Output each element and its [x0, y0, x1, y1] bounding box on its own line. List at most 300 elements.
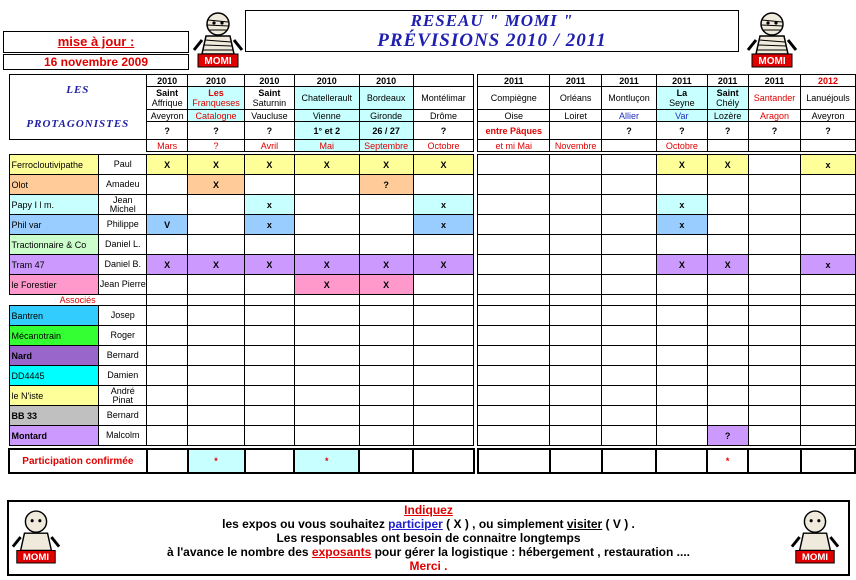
participation-mark[interactable]	[707, 386, 748, 406]
month-cell	[748, 140, 801, 152]
participation-mark[interactable]: x	[656, 215, 707, 235]
participation-mark[interactable]: X	[294, 155, 359, 175]
participation-mark[interactable]	[550, 326, 602, 346]
participation-mark[interactable]	[478, 195, 550, 215]
participation-mark[interactable]: X	[413, 255, 474, 275]
participation-mark[interactable]	[550, 426, 602, 446]
participation-mark[interactable]	[413, 386, 474, 406]
date-cell: entre Pâques	[478, 122, 550, 140]
month-cell: Septembre	[359, 140, 413, 152]
participation-mark[interactable]	[147, 175, 188, 195]
blank-cell	[245, 295, 295, 306]
members-row	[9, 155, 855, 175]
year-cell: 2011	[707, 75, 748, 87]
participation-mark[interactable]	[245, 235, 295, 255]
associates-first-name: André Pinat	[99, 386, 147, 406]
confirmed-star	[656, 449, 707, 473]
members-name: Olot	[9, 175, 99, 195]
participation-mark[interactable]	[188, 366, 245, 386]
confirmed-star: *	[294, 449, 359, 473]
participation-mark[interactable]	[478, 346, 550, 366]
month-cell: et mi Mai	[478, 140, 550, 152]
participation-mark[interactable]	[413, 366, 474, 386]
participation-mark[interactable]	[550, 386, 602, 406]
region-cell: Oise	[478, 110, 550, 122]
participation-mark[interactable]	[748, 306, 801, 326]
participation-mark[interactable]	[656, 235, 707, 255]
update-label: mise à jour :	[3, 31, 189, 53]
blank-cell	[359, 295, 413, 306]
blank-cell	[294, 295, 359, 306]
participation-mark[interactable]	[147, 386, 188, 406]
participation-mark[interactable]	[550, 235, 602, 255]
blank-cell	[748, 295, 801, 306]
confirmed-row	[9, 449, 855, 473]
svg-text:MOMI: MOMI	[22, 552, 50, 564]
protagonists-label-1: LES	[66, 84, 90, 96]
participation-mark[interactable]	[550, 175, 602, 195]
participation-mark[interactable]	[478, 366, 550, 386]
participation-mark[interactable]	[748, 215, 801, 235]
participation-mark[interactable]: X	[294, 255, 359, 275]
participation-mark[interactable]	[707, 306, 748, 326]
participation-mark[interactable]	[147, 195, 188, 215]
participation-mark[interactable]	[602, 155, 657, 175]
participation-mark[interactable]	[245, 326, 295, 346]
participation-mark[interactable]	[748, 426, 801, 446]
participation-mark[interactable]	[294, 326, 359, 346]
participation-mark[interactable]	[602, 306, 657, 326]
members-name: Phil var	[9, 215, 99, 235]
associates-row	[9, 426, 855, 446]
participation-mark[interactable]	[602, 366, 657, 386]
participation-mark[interactable]	[294, 366, 359, 386]
participation-mark[interactable]	[550, 406, 602, 426]
participation-mark[interactable]	[359, 326, 413, 346]
city-cell: Orléans	[550, 87, 602, 110]
participation-mark[interactable]	[801, 386, 855, 406]
participation-mark[interactable]	[707, 346, 748, 366]
mummy-logo-icon	[746, 10, 798, 72]
month-cell: Octobre	[413, 140, 474, 152]
members-name: Tram 47	[9, 255, 99, 275]
participation-mark[interactable]	[707, 195, 748, 215]
participation-mark[interactable]	[188, 386, 245, 406]
participation-mark[interactable]	[801, 306, 855, 326]
region-cell: Vaucluse	[245, 110, 295, 122]
participation-mark[interactable]	[656, 426, 707, 446]
participation-mark[interactable]: X	[656, 255, 707, 275]
participation-mark[interactable]: ?	[707, 426, 748, 446]
participation-mark[interactable]	[294, 195, 359, 215]
participation-mark[interactable]	[801, 426, 855, 446]
footer-notice	[7, 500, 850, 576]
participation-mark[interactable]	[188, 275, 245, 295]
associates-first-name: Bernard	[99, 346, 147, 366]
participation-mark[interactable]	[602, 406, 657, 426]
members-row	[9, 235, 855, 255]
participation-mark[interactable]	[294, 215, 359, 235]
year-cell: 2010	[147, 75, 188, 87]
members-row	[9, 195, 855, 215]
participation-mark[interactable]	[602, 175, 657, 195]
participation-mark[interactable]: X	[245, 255, 295, 275]
participation-mark[interactable]: X	[359, 275, 413, 295]
participation-mark[interactable]	[707, 215, 748, 235]
associates-row	[9, 306, 855, 326]
participation-mark[interactable]: X	[413, 155, 474, 175]
participation-mark[interactable]	[188, 195, 245, 215]
participation-mark[interactable]	[245, 386, 295, 406]
month-cell: Novembre	[550, 140, 602, 152]
month-cell	[602, 140, 657, 152]
members-first-name: Amadeu	[99, 175, 147, 195]
participation-mark[interactable]	[656, 306, 707, 326]
members-row	[9, 215, 855, 235]
year-cell: 2012	[801, 75, 855, 87]
associates-name: BB 33	[9, 406, 99, 426]
confirmed-star	[478, 449, 550, 473]
participation-mark[interactable]	[359, 426, 413, 446]
city-cell: Bordeaux	[359, 87, 413, 110]
region-cell: Gironde	[359, 110, 413, 122]
participation-mark[interactable]	[707, 235, 748, 255]
year-cell: 2010	[294, 75, 359, 87]
year-cell: 2011	[602, 75, 657, 87]
year-cell: 2011	[478, 75, 550, 87]
associates-row	[9, 386, 855, 406]
svg-text:MOMI: MOMI	[801, 552, 829, 564]
blank-cell	[707, 295, 748, 306]
participation-mark[interactable]	[748, 346, 801, 366]
participation-mark[interactable]	[656, 406, 707, 426]
participation-mark[interactable]	[413, 306, 474, 326]
participation-mark[interactable]	[359, 406, 413, 426]
participation-mark[interactable]	[656, 386, 707, 406]
participation-mark[interactable]	[656, 275, 707, 295]
date-cell: ?	[707, 122, 748, 140]
participation-mark[interactable]	[550, 195, 602, 215]
associates-row	[9, 366, 855, 386]
participation-mark[interactable]	[245, 366, 295, 386]
participation-mark[interactable]	[147, 366, 188, 386]
participation-mark[interactable]	[413, 426, 474, 446]
participation-mark[interactable]: X	[359, 255, 413, 275]
participation-mark[interactable]	[602, 235, 657, 255]
participation-mark[interactable]	[245, 306, 295, 326]
participation-mark[interactable]	[478, 255, 550, 275]
date-cell: ?	[147, 122, 188, 140]
participation-mark[interactable]	[801, 195, 855, 215]
city-cell: Compiègne	[478, 87, 550, 110]
participation-mark[interactable]	[294, 386, 359, 406]
participation-mark[interactable]: X	[359, 155, 413, 175]
momi-logo-right	[746, 10, 798, 72]
participation-mark[interactable]	[478, 326, 550, 346]
participation-mark[interactable]	[801, 346, 855, 366]
date-cell: ?	[656, 122, 707, 140]
participation-mark[interactable]	[801, 366, 855, 386]
associates-label-row	[9, 295, 855, 306]
participation-mark[interactable]	[478, 215, 550, 235]
participation-mark[interactable]	[147, 235, 188, 255]
participation-mark[interactable]	[294, 235, 359, 255]
participation-mark[interactable]	[294, 426, 359, 446]
footer-line2: les expos ou vous souhaitez participer ( X ) , ou simplement visiter ( V ) .	[222, 517, 635, 531]
date-cell: ?	[801, 122, 855, 140]
participation-mark[interactable]	[748, 386, 801, 406]
associates-name: Mécanotrain	[9, 326, 99, 346]
members-first-name: Jean Michel	[99, 195, 147, 215]
participation-mark[interactable]	[413, 346, 474, 366]
region-cell: Loiret	[550, 110, 602, 122]
participation-mark[interactable]	[748, 175, 801, 195]
region-cell: Catalogne	[188, 110, 245, 122]
participation-mark[interactable]	[656, 175, 707, 195]
participation-mark[interactable]	[413, 406, 474, 426]
participation-mark[interactable]: X	[147, 155, 188, 175]
participation-mark[interactable]: X	[707, 155, 748, 175]
confirmed-star	[245, 449, 295, 473]
participation-mark[interactable]	[478, 275, 550, 295]
members-name: Ferrocloutivipathe	[9, 155, 99, 175]
participation-mark[interactable]: x	[245, 195, 295, 215]
participation-mark[interactable]	[294, 346, 359, 366]
participation-mark[interactable]	[147, 306, 188, 326]
participation-mark[interactable]	[359, 215, 413, 235]
members-first-name: Jean Pierre	[99, 275, 147, 295]
participation-mark[interactable]	[748, 235, 801, 255]
city-cell: Les Franqueses	[188, 87, 245, 110]
members-name: le Forestier	[9, 275, 99, 295]
year-cell: 2010	[359, 75, 413, 87]
year-cell: 2011	[748, 75, 801, 87]
participation-mark[interactable]: x	[245, 215, 295, 235]
confirmed-label: Participation confirmée	[9, 449, 147, 473]
participation-mark[interactable]	[413, 326, 474, 346]
participation-mark[interactable]: x	[801, 155, 855, 175]
confirmed-star	[801, 449, 855, 473]
participation-mark[interactable]	[245, 406, 295, 426]
footer-line1: Indiquez	[404, 503, 453, 517]
city-cell: Saint Saturnin	[245, 87, 295, 110]
year-cell	[413, 75, 474, 87]
participation-mark[interactable]	[478, 155, 550, 175]
participation-mark[interactable]	[656, 346, 707, 366]
city-cell: Saint Affrique	[147, 87, 188, 110]
participation-mark[interactable]	[478, 306, 550, 326]
participation-mark[interactable]	[748, 406, 801, 426]
participation-mark[interactable]	[656, 326, 707, 346]
associates-name: DD4445	[9, 366, 99, 386]
participation-mark[interactable]	[602, 215, 657, 235]
participation-mark[interactable]	[602, 346, 657, 366]
city-cell: Lanuéjouls	[801, 87, 855, 110]
confirmed-star: *	[188, 449, 245, 473]
date-cell: 1° et 2	[294, 122, 359, 140]
confirmed-star	[602, 449, 657, 473]
associates-name: Nard	[9, 346, 99, 366]
blank-cell	[9, 140, 147, 152]
participation-mark[interactable]	[294, 175, 359, 195]
participation-mark[interactable]	[707, 406, 748, 426]
participation-mark[interactable]	[602, 255, 657, 275]
participation-mark[interactable]	[550, 155, 602, 175]
participation-mark[interactable]	[602, 275, 657, 295]
participation-mark[interactable]	[801, 215, 855, 235]
participation-mark[interactable]	[602, 426, 657, 446]
participation-mark[interactable]	[359, 366, 413, 386]
protagonists-label-2: PROTAGONISTES	[26, 118, 130, 130]
participation-mark[interactable]	[550, 255, 602, 275]
participation-mark[interactable]	[188, 406, 245, 426]
participation-mark[interactable]	[748, 195, 801, 215]
associates-first-name: Roger	[99, 326, 147, 346]
participation-mark[interactable]	[359, 346, 413, 366]
participation-mark[interactable]	[550, 346, 602, 366]
participation-mark[interactable]	[188, 346, 245, 366]
participation-mark[interactable]	[413, 175, 474, 195]
participation-mark[interactable]	[359, 306, 413, 326]
participation-mark[interactable]: x	[801, 255, 855, 275]
participation-mark[interactable]	[359, 235, 413, 255]
blank-cell	[413, 295, 474, 306]
city-cell: Chatellerault	[294, 87, 359, 110]
participation-mark[interactable]	[801, 275, 855, 295]
date-cell: ?	[748, 122, 801, 140]
participation-mark[interactable]	[478, 175, 550, 195]
confirmed-star	[147, 449, 188, 473]
participation-mark[interactable]	[550, 215, 602, 235]
year-cell: 2010	[188, 75, 245, 87]
participation-mark[interactable]	[801, 326, 855, 346]
participation-mark[interactable]: X	[188, 155, 245, 175]
participation-mark[interactable]	[748, 326, 801, 346]
title-line1: RESEAU " MOMI "	[410, 11, 574, 30]
participation-mark[interactable]	[748, 255, 801, 275]
month-cell: Mai	[294, 140, 359, 152]
participation-mark[interactable]	[413, 275, 474, 295]
participation-mark[interactable]	[707, 366, 748, 386]
participation-mark[interactable]	[188, 306, 245, 326]
participation-mark[interactable]	[188, 235, 245, 255]
year-cell: 2011	[656, 75, 707, 87]
participation-mark[interactable]	[478, 406, 550, 426]
date-cell: ?	[602, 122, 657, 140]
participation-mark[interactable]: X	[656, 155, 707, 175]
members-first-name: Paul	[99, 155, 147, 175]
members-name: Tractionnaire & Co	[9, 235, 99, 255]
participation-mark[interactable]	[188, 215, 245, 235]
month-cell: Avril	[245, 140, 295, 152]
participation-mark[interactable]	[550, 366, 602, 386]
participation-mark[interactable]	[602, 386, 657, 406]
participation-mark[interactable]	[707, 275, 748, 295]
participation-mark[interactable]	[602, 326, 657, 346]
confirmed-star	[359, 449, 413, 473]
participation-mark[interactable]	[748, 155, 801, 175]
participation-mark[interactable]	[748, 275, 801, 295]
participation-mark[interactable]	[188, 326, 245, 346]
participation-mark[interactable]	[147, 406, 188, 426]
mummy-logo-icon	[192, 10, 244, 72]
participation-mark[interactable]	[801, 406, 855, 426]
members-first-name: Daniel B.	[99, 255, 147, 275]
month-row	[9, 140, 855, 152]
participation-mark[interactable]: x	[413, 195, 474, 215]
participation-mark[interactable]	[748, 366, 801, 386]
participation-mark[interactable]	[245, 175, 295, 195]
region-cell: Lozère	[707, 110, 748, 122]
region-cell: Var	[656, 110, 707, 122]
participation-mark[interactable]	[294, 306, 359, 326]
participation-mark[interactable]	[147, 275, 188, 295]
participation-mark[interactable]: ?	[359, 175, 413, 195]
participation-mark[interactable]: X	[188, 175, 245, 195]
participation-mark[interactable]	[294, 406, 359, 426]
city-cell: La Seyne	[656, 87, 707, 110]
members-first-name: Philippe	[99, 215, 147, 235]
participation-mark[interactable]	[147, 426, 188, 446]
participation-mark[interactable]	[147, 326, 188, 346]
participation-mark[interactable]	[413, 235, 474, 255]
participation-mark[interactable]	[707, 326, 748, 346]
participation-mark[interactable]: X	[294, 275, 359, 295]
participation-mark[interactable]	[359, 195, 413, 215]
participation-mark[interactable]	[707, 175, 748, 195]
region-cell: Aveyron	[801, 110, 855, 122]
associates-name: le N'iste	[9, 386, 99, 406]
city-cell: Montluçon	[602, 87, 657, 110]
participation-mark[interactable]	[478, 426, 550, 446]
participation-mark[interactable]	[359, 386, 413, 406]
city-cell: Santander	[748, 87, 801, 110]
participation-mark[interactable]	[550, 275, 602, 295]
participation-mark[interactable]	[656, 366, 707, 386]
blank-cell	[801, 295, 855, 306]
participation-mark[interactable]: x	[413, 215, 474, 235]
participation-mark[interactable]	[478, 235, 550, 255]
participation-mark[interactable]	[245, 426, 295, 446]
members-row	[9, 175, 855, 195]
participation-mark[interactable]: V	[147, 215, 188, 235]
participation-mark[interactable]: X	[188, 255, 245, 275]
associates-first-name: Bernard	[99, 406, 147, 426]
participation-mark[interactable]: x	[656, 195, 707, 215]
participation-mark[interactable]	[478, 386, 550, 406]
participation-mark[interactable]	[245, 346, 295, 366]
participation-mark[interactable]	[550, 306, 602, 326]
participation-mark[interactable]	[602, 195, 657, 215]
participation-mark[interactable]	[801, 175, 855, 195]
members-first-name: Daniel L.	[99, 235, 147, 255]
participation-mark[interactable]: X	[147, 255, 188, 275]
date-cell	[550, 122, 602, 140]
region-cell: Aveyron	[147, 110, 188, 122]
members-row	[9, 275, 855, 295]
participation-mark[interactable]: X	[245, 155, 295, 175]
participation-mark[interactable]: X	[707, 255, 748, 275]
participation-mark[interactable]	[147, 346, 188, 366]
participation-mark[interactable]	[801, 235, 855, 255]
protagonists-header	[9, 75, 147, 140]
associates-first-name: Malcolm	[99, 426, 147, 446]
region-cell: Drôme	[413, 110, 474, 122]
svg-text:MOMI: MOMI	[204, 56, 232, 67]
participation-mark[interactable]	[188, 426, 245, 446]
city-cell: Saint Chély	[707, 87, 748, 110]
participation-mark[interactable]	[245, 275, 295, 295]
